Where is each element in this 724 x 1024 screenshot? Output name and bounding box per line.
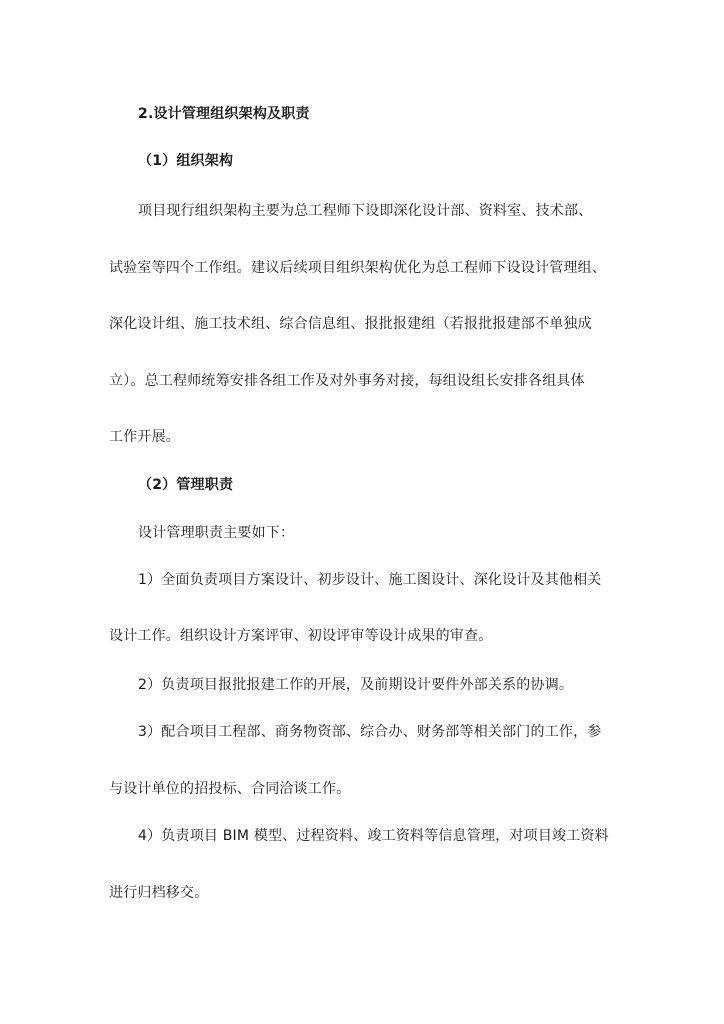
list-item-line: 3）配合项目工程部、商务物资部、综合办、财务部等相关部门的工作，参: [138, 724, 602, 740]
list-item-line: 进行归档移交。: [109, 885, 209, 901]
subsection-heading-responsibilities: （2）管理职责: [138, 477, 234, 493]
list-item-line: 设计工作。组织设计方案评审、初设评审等设计成果的审查。: [109, 628, 493, 644]
paragraph-line: 试验室等四个工作组。建议后续项目组织架构优化为总工程师下设设计管理组、: [109, 260, 606, 276]
paragraph-line: 项目现行组织架构主要为总工程师下设即深化设计部、资料室、技术部、: [138, 203, 593, 219]
list-item-line: 4）负责项目 BIM 模型、过程资料、竣工资料等信息管理，对项目竣工资料: [138, 828, 609, 844]
list-item-line: 1）全面负责项目方案设计、初步设计、施工图设计、深化设计及其他相关: [138, 572, 602, 588]
paragraph-line: 设计管理职责主要如下：: [138, 525, 295, 541]
list-item-line: 与设计单位的招投标、合同洽谈工作。: [109, 781, 351, 797]
list-item-line: 2）负责项目报批报建工作的开展，及前期设计要件外部关系的协调。: [138, 677, 574, 693]
paragraph-line: 立）。总工程师统筹安排各组工作及对外事务对接，每组设组长安排各组具体: [109, 373, 585, 389]
section-heading: 2.设计管理组织架构及职责: [138, 106, 310, 122]
paragraph-line: 深化设计组、施工技术组、综合信息组、报批报建组（若报批报建部不单独成: [109, 316, 592, 332]
paragraph-line: 工作开展。: [109, 429, 180, 445]
subsection-heading-org-structure: （1）组织架构: [138, 153, 234, 169]
